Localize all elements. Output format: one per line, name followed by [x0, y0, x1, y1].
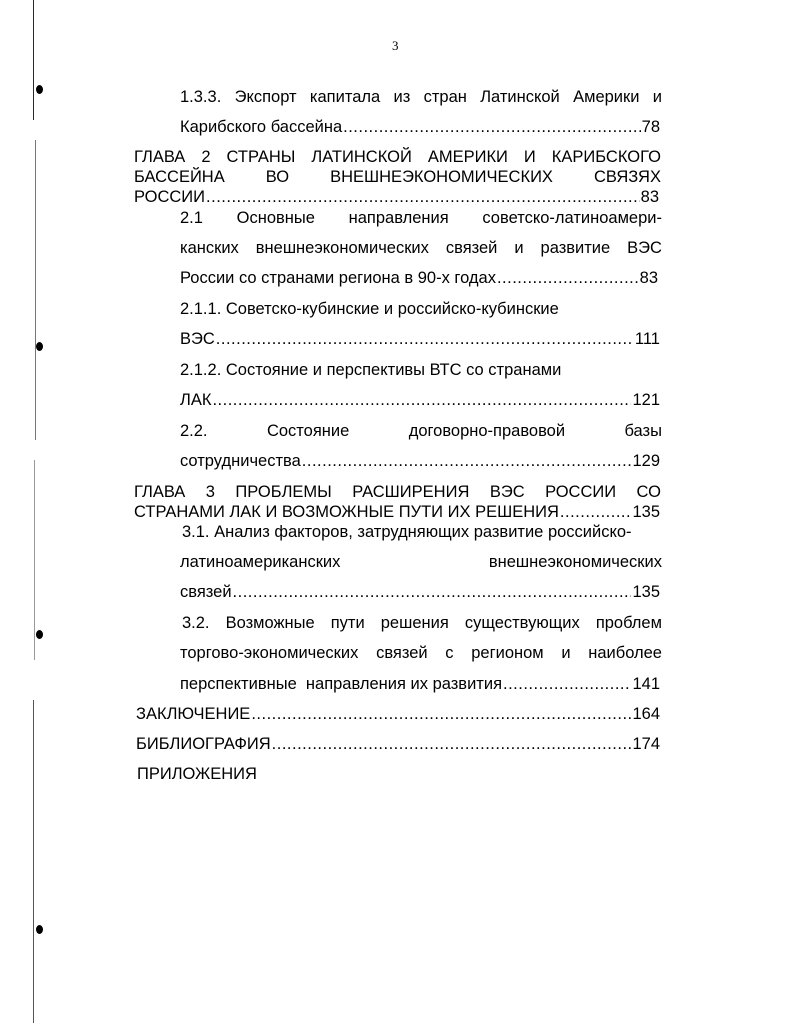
toc-page-number: 78: [641, 118, 660, 136]
toc-entry-3-2-line2: торгово-экономических связей с регионом и наиболее: [180, 644, 662, 662]
toc-entry-3-2-line3: перспективные направления их развития ..... 141: [180, 674, 660, 694]
toc-entry-3-1-line3: связей ..... 135: [180, 582, 660, 602]
toc-entry-2-2-line1: 2.2. Состояние договорно-правовой базы: [180, 422, 662, 440]
toc-conclusion: ЗАКЛЮЧЕНИЕ ..... 164: [136, 704, 660, 724]
toc-entry-3-1-line2: латиноамериканских внешнеэкономических: [180, 553, 662, 571]
toc-page-number: 135: [632, 503, 660, 521]
toc-entry-2-2-line2: сотрудничества ..... 129: [180, 451, 660, 471]
scan-edge-line: [33, 700, 34, 1023]
toc-chapter-3-line2: СТРАНАМИ ЛАК И ВОЗМОЖНЫЕ ПУТИ ИХ РЕШЕНИЯ ..... 135: [134, 502, 660, 522]
toc-entry-1-3-3-line2: Карибского бассейна ..... 78: [180, 117, 660, 137]
punch-hole-mark: [36, 85, 43, 94]
toc-entry-2-1-line3: России со странами региона в 90-х годах ..... 83: [180, 268, 658, 288]
page-number: 3: [392, 38, 399, 53]
toc-page-number: 141: [632, 675, 660, 693]
punch-hole-mark: [36, 342, 43, 351]
toc-entry-2-1-line2: канских внешнеэкономических связей и развитие ВЭС: [180, 239, 662, 257]
toc-entry-2-1-line1: 2.1 Основные направления советско-латиноамери-: [180, 209, 662, 227]
punch-hole-mark: [36, 925, 43, 934]
toc-page-number: 164: [632, 705, 660, 723]
toc-page-number: 135: [632, 583, 660, 601]
toc-entry-2-1-2-line2: ЛАК ..... 121: [180, 390, 660, 410]
scan-edge-line: [35, 140, 36, 440]
toc-entry-2-1-2-line1: 2.1.2. Состояние и перспективы ВТС со странами: [180, 361, 562, 379]
toc-entry-1-3-3-line1: 1.3.3. Экспорт капитала из стран Латинской Америки и: [180, 88, 662, 106]
toc-bibliography: БИБЛИОГРАФИЯ ..... 174: [136, 734, 660, 754]
toc-chapter-2-line3: РОССИИ ..... 83: [134, 187, 659, 207]
toc-page-number: 111: [634, 330, 660, 348]
toc-chapter-3-line1: ГЛАВА 3 ПРОБЛЕМЫ РАСШИРЕНИЯ ВЭС РОССИИ СО: [134, 483, 661, 501]
toc-appendices: ПРИЛОЖЕНИЯ: [137, 765, 257, 783]
toc-page-number: 83: [640, 188, 659, 206]
punch-hole-mark: [36, 630, 43, 639]
toc-entry-2-1-1-line1: 2.1.1. Советско-кубинские и российско-кубинские: [180, 300, 559, 318]
toc-page-number: 174: [632, 735, 660, 753]
toc-entry-2-1-1-line2: ВЭС ..... 111: [180, 329, 660, 349]
toc-page-number: 83: [639, 269, 658, 287]
toc-chapter-2-line1: ГЛАВА 2 СТРАНЫ ЛАТИНСКОЙ АМЕРИКИ И КАРИБСКОГО: [134, 148, 661, 166]
scan-edge-line: [34, 460, 35, 660]
toc-entry-3-1-line1: 3.1. Анализ факторов, затрудняющих развитие российско-: [182, 523, 632, 541]
scan-edge-line: [33, 0, 34, 120]
toc-page-number: 129: [632, 452, 660, 470]
toc-page-number: 121: [632, 391, 660, 409]
toc-chapter-2-line2: БАССЕЙНА ВО ВНЕШНЕЭКОНОМИЧЕСКИХ СВЯЗЯХ: [134, 168, 661, 186]
toc-entry-3-2-line1: 3.2. Возможные пути решения существующих проблем: [182, 614, 662, 632]
